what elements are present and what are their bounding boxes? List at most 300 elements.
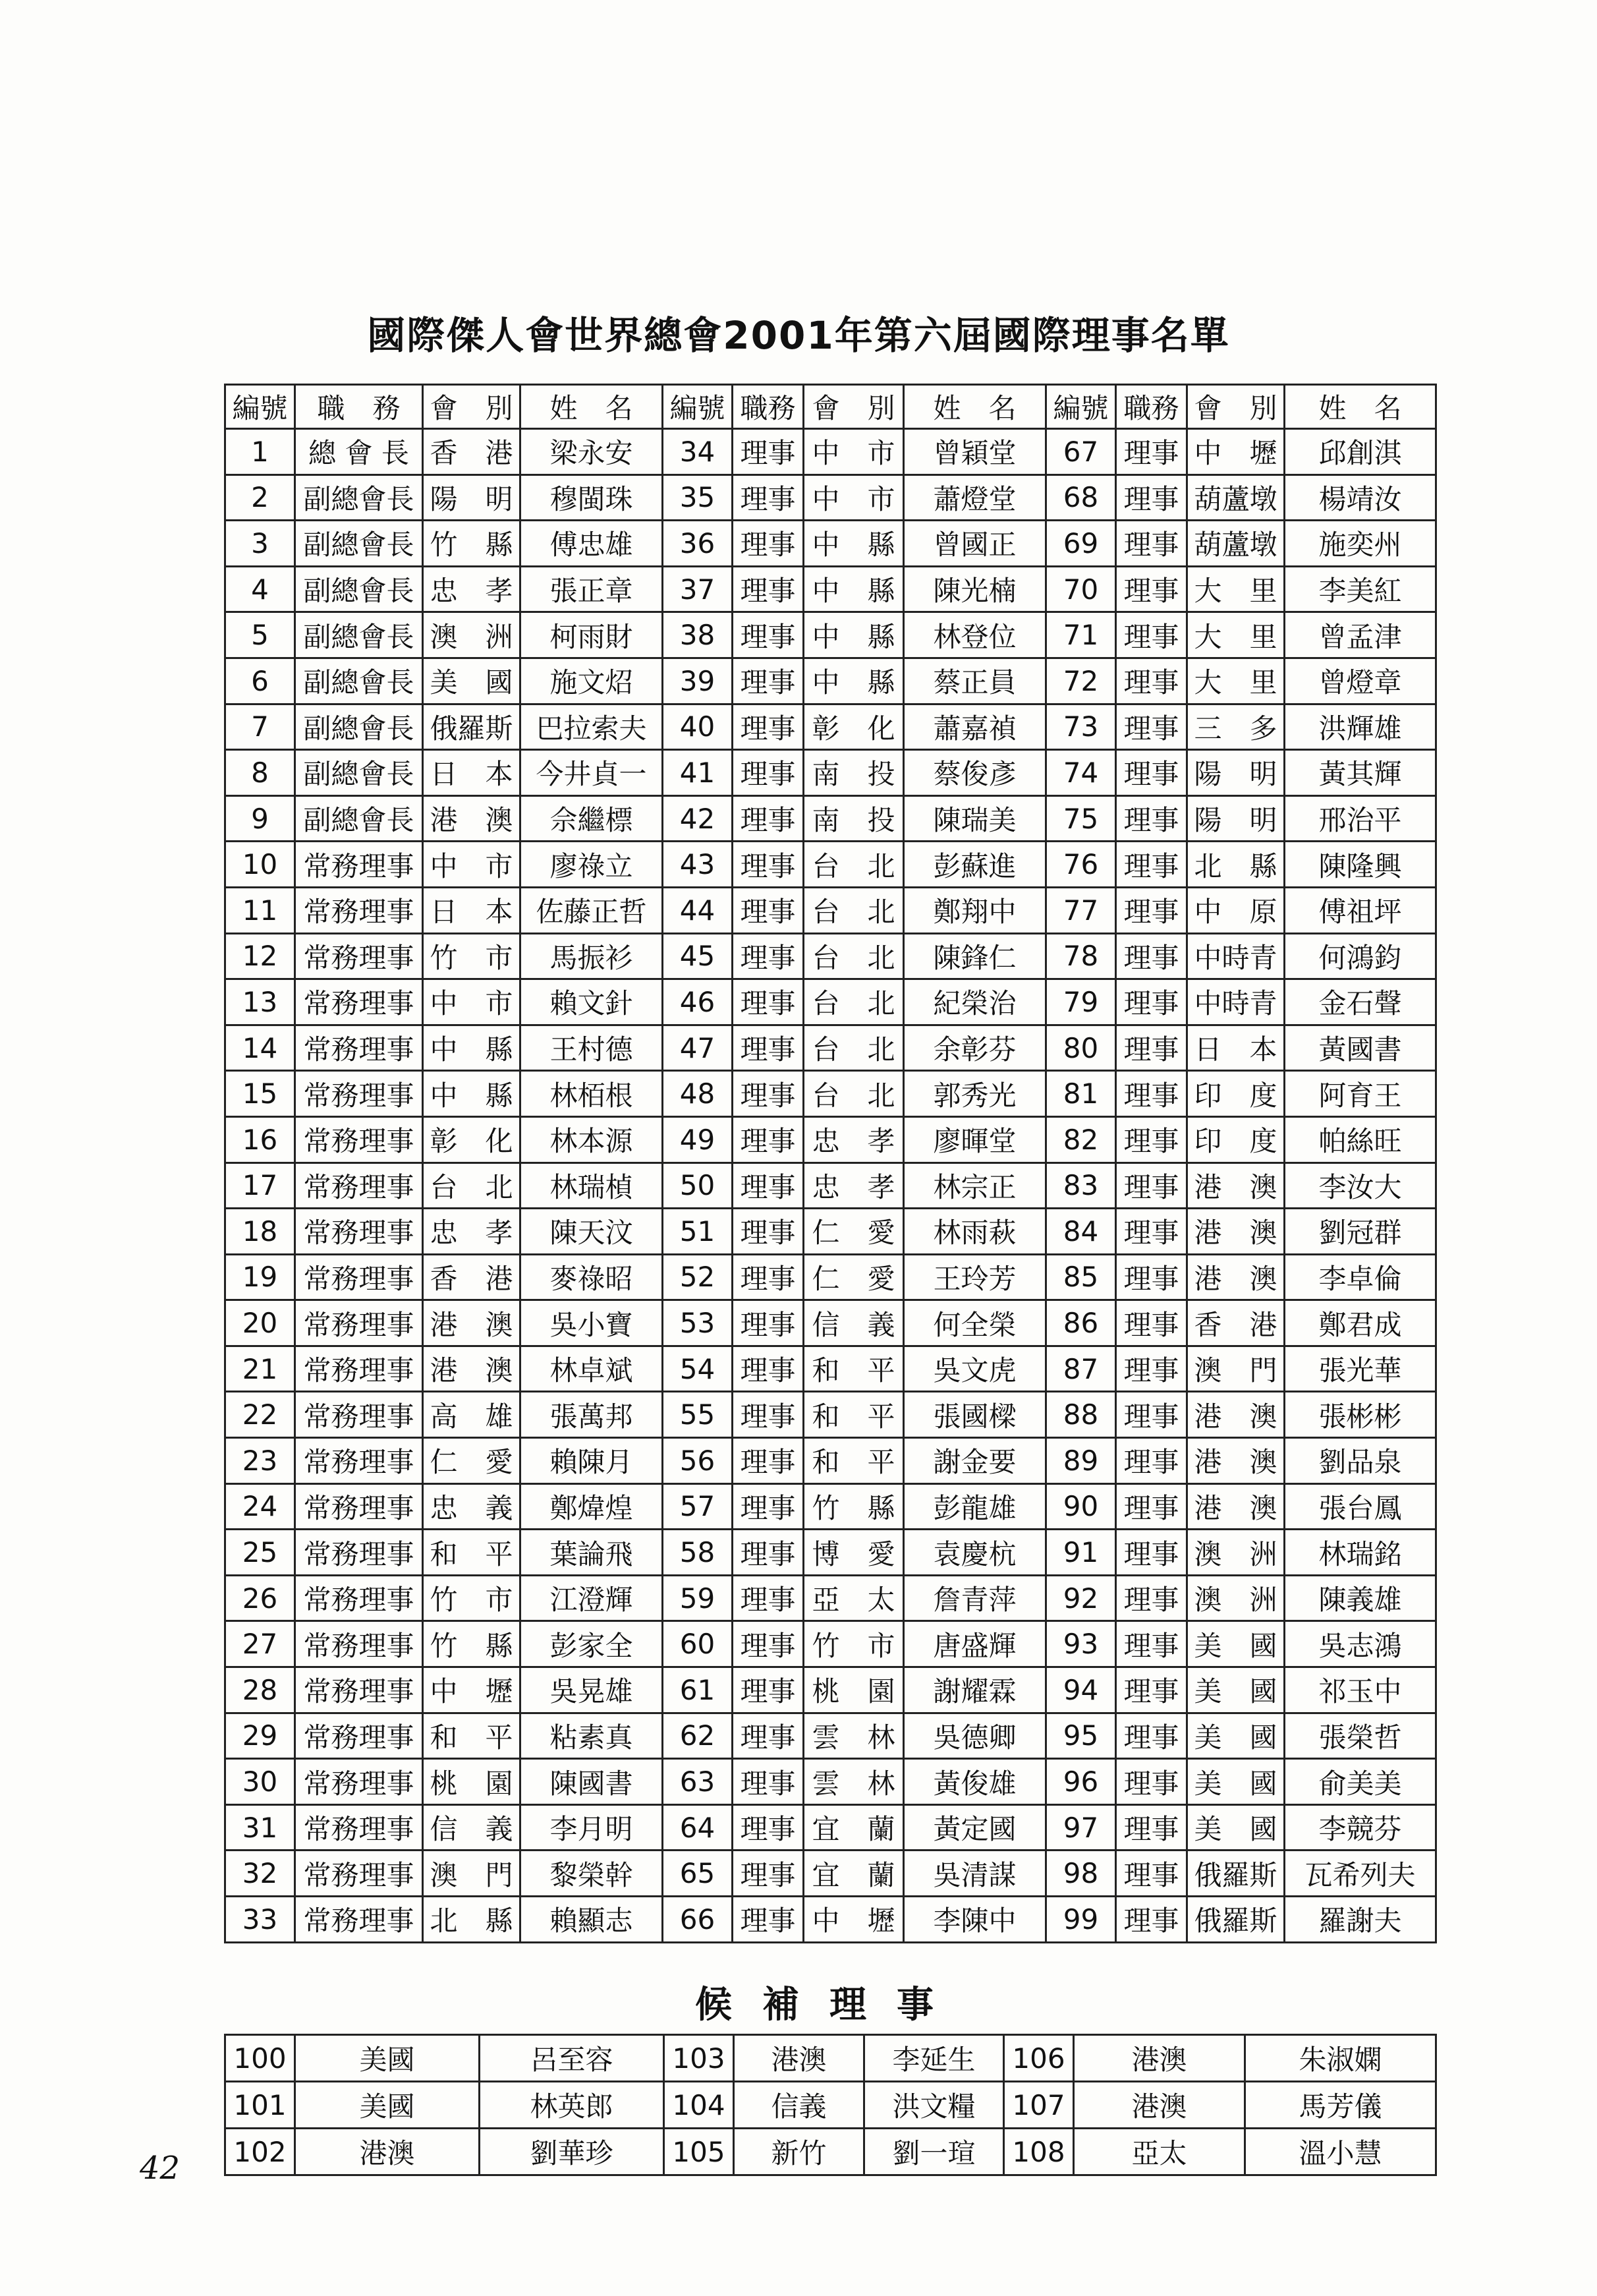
table-row bbox=[225, 979, 1436, 1025]
table-cell: 常務理事 bbox=[295, 1071, 423, 1117]
table-cell: 80 bbox=[1046, 1025, 1116, 1071]
table-cell: 梁永安 bbox=[520, 429, 663, 475]
table-cell: 中 壢 bbox=[804, 1897, 904, 1943]
table-cell: 馬振衫 bbox=[520, 933, 663, 979]
table-cell: 11 bbox=[225, 887, 295, 933]
table-cell: 理事 bbox=[1116, 1071, 1187, 1117]
table-cell: 72 bbox=[1046, 658, 1116, 704]
table-row bbox=[225, 612, 1436, 658]
table-cell: 雲 林 bbox=[804, 1759, 904, 1805]
table-cell: 理事 bbox=[733, 1071, 804, 1117]
table-cell: 台 北 bbox=[804, 1025, 904, 1071]
table-cell: 78 bbox=[1046, 933, 1116, 979]
table-cell: 41 bbox=[663, 750, 733, 796]
table-row bbox=[225, 1071, 1436, 1117]
table-cell: 88 bbox=[1046, 1392, 1116, 1438]
table-cell: 黃定國 bbox=[904, 1804, 1046, 1851]
table-row bbox=[225, 1667, 1436, 1713]
table-cell: 信義 bbox=[734, 2082, 864, 2129]
table-cell: 陳義雄 bbox=[1285, 1575, 1436, 1621]
table-row bbox=[225, 1116, 1436, 1162]
column-header: 姓 名 bbox=[1285, 385, 1436, 429]
table-cell: 佘繼標 bbox=[520, 795, 663, 842]
table-cell: 理事 bbox=[733, 1575, 804, 1621]
table-row bbox=[225, 2129, 1436, 2175]
table-cell: 理事 bbox=[1116, 1621, 1187, 1667]
table-cell: 21 bbox=[225, 1346, 295, 1392]
table-cell: 39 bbox=[663, 658, 733, 704]
table-row bbox=[225, 1438, 1436, 1484]
table-cell: 常務理事 bbox=[295, 1804, 423, 1851]
table-cell: 澳 洲 bbox=[1187, 1575, 1285, 1621]
table-cell: 33 bbox=[225, 1897, 295, 1943]
table-cell: 22 bbox=[225, 1392, 295, 1438]
table-cell: 林宗正 bbox=[904, 1162, 1046, 1209]
table-cell: 85 bbox=[1046, 1254, 1116, 1300]
table-cell: 副總會長 bbox=[295, 750, 423, 796]
table-cell: 中時青 bbox=[1187, 979, 1285, 1025]
table-cell: 信 義 bbox=[804, 1300, 904, 1346]
table-cell: 何全榮 bbox=[904, 1300, 1046, 1346]
table-row bbox=[225, 1162, 1436, 1209]
table-cell: 吳晃雄 bbox=[520, 1667, 663, 1713]
table-cell: 14 bbox=[225, 1025, 295, 1071]
table-cell: 美國 bbox=[295, 2035, 480, 2082]
table-cell: 林英郎 bbox=[480, 2082, 664, 2129]
table-cell: 67 bbox=[1046, 429, 1116, 475]
table-cell: 劉品泉 bbox=[1285, 1438, 1436, 1484]
table-cell: 新竹 bbox=[734, 2129, 864, 2175]
table-cell: 南 投 bbox=[804, 795, 904, 842]
table-cell: 31 bbox=[225, 1804, 295, 1851]
table-cell: 常務理事 bbox=[295, 1667, 423, 1713]
table-cell: 56 bbox=[663, 1438, 733, 1484]
table-cell: 副總會長 bbox=[295, 474, 423, 521]
column-header: 編號 bbox=[1046, 385, 1116, 429]
table-cell: 張榮哲 bbox=[1285, 1713, 1436, 1759]
table-cell: 63 bbox=[663, 1759, 733, 1805]
table-row bbox=[225, 658, 1436, 704]
table-cell: 理事 bbox=[733, 1254, 804, 1300]
table-cell: 忠 孝 bbox=[423, 1209, 520, 1255]
table-cell: 高 雄 bbox=[423, 1392, 520, 1438]
table-cell: 理事 bbox=[1116, 887, 1187, 933]
table-row bbox=[225, 1804, 1436, 1851]
table-cell: 70 bbox=[1046, 566, 1116, 612]
table-cell: 竹 市 bbox=[423, 933, 520, 979]
table-cell: 理事 bbox=[1116, 704, 1187, 750]
table-cell: 37 bbox=[663, 566, 733, 612]
table-cell: 陳隆興 bbox=[1285, 842, 1436, 888]
table-cell: 桃 園 bbox=[423, 1759, 520, 1805]
column-header: 姓 名 bbox=[520, 385, 663, 429]
table-cell: 9 bbox=[225, 795, 295, 842]
table-cell: 常務理事 bbox=[295, 1897, 423, 1943]
table-cell: 理事 bbox=[733, 1759, 804, 1805]
table-cell: 馬芳儀 bbox=[1245, 2082, 1436, 2129]
table-cell: 穆閩珠 bbox=[520, 474, 663, 521]
table-cell: 30 bbox=[225, 1759, 295, 1805]
table-cell: 宜 蘭 bbox=[804, 1804, 904, 1851]
table-cell: 副總會長 bbox=[295, 612, 423, 658]
table-row bbox=[225, 1713, 1436, 1759]
table-row bbox=[225, 704, 1436, 750]
table-cell: 中 縣 bbox=[804, 612, 904, 658]
table-cell: 邢治平 bbox=[1285, 795, 1436, 842]
table-cell: 26 bbox=[225, 1575, 295, 1621]
table-cell: 港 澳 bbox=[1187, 1162, 1285, 1209]
table-cell: 3 bbox=[225, 521, 295, 567]
table-cell: 中 市 bbox=[804, 474, 904, 521]
table-cell: 107 bbox=[1004, 2082, 1074, 2129]
table-cell: 林卓斌 bbox=[520, 1346, 663, 1392]
table-cell: 仁 愛 bbox=[804, 1254, 904, 1300]
table-row bbox=[225, 1851, 1436, 1897]
table-header-row bbox=[225, 385, 1436, 429]
table-cell: 台 北 bbox=[804, 842, 904, 888]
table-row bbox=[225, 1300, 1436, 1346]
table-cell: 12 bbox=[225, 933, 295, 979]
table-cell: 理事 bbox=[733, 1438, 804, 1484]
table-cell: 35 bbox=[663, 474, 733, 521]
table-cell: 52 bbox=[663, 1254, 733, 1300]
table-cell: 38 bbox=[663, 612, 733, 658]
table-cell: 張國樑 bbox=[904, 1392, 1046, 1438]
table-cell: 理事 bbox=[733, 842, 804, 888]
table-cell: 常務理事 bbox=[295, 1530, 423, 1576]
table-cell: 理事 bbox=[1116, 1667, 1187, 1713]
table-cell: 吳志鴻 bbox=[1285, 1621, 1436, 1667]
table-cell: 理事 bbox=[1116, 1346, 1187, 1392]
table-cell: 理事 bbox=[1116, 612, 1187, 658]
table-cell: 中 市 bbox=[423, 842, 520, 888]
table-cell: 陽 明 bbox=[423, 474, 520, 521]
table-cell: 87 bbox=[1046, 1346, 1116, 1392]
table-cell: 常務理事 bbox=[295, 887, 423, 933]
table-cell: 陳瑞美 bbox=[904, 795, 1046, 842]
table-cell: 忠 孝 bbox=[804, 1162, 904, 1209]
table-cell: 常務理事 bbox=[295, 1254, 423, 1300]
table-cell: 林瑞銘 bbox=[1285, 1530, 1436, 1576]
table-cell: 常務理事 bbox=[295, 1575, 423, 1621]
table-cell: 理事 bbox=[733, 1713, 804, 1759]
table-cell: 林栢根 bbox=[520, 1071, 663, 1117]
table-cell: 吳德卿 bbox=[904, 1713, 1046, 1759]
table-cell: 傅祖坪 bbox=[1285, 887, 1436, 933]
table-row bbox=[225, 1575, 1436, 1621]
table-cell: 澳 洲 bbox=[1187, 1530, 1285, 1576]
table-cell: 瓦希列夫 bbox=[1285, 1851, 1436, 1897]
table-cell: 佐藤正哲 bbox=[520, 887, 663, 933]
table-cell: 101 bbox=[225, 2082, 295, 2129]
table-cell: 朱淑嫻 bbox=[1245, 2035, 1436, 2082]
table-row bbox=[225, 1392, 1436, 1438]
table-cell: 理事 bbox=[1116, 1897, 1187, 1943]
table-cell: 常務理事 bbox=[295, 1025, 423, 1071]
column-header: 姓 名 bbox=[904, 385, 1046, 429]
table-cell: 賴文針 bbox=[520, 979, 663, 1025]
table-cell: 中 原 bbox=[1187, 887, 1285, 933]
table-cell: 中 壢 bbox=[423, 1667, 520, 1713]
table-cell: 副總會長 bbox=[295, 658, 423, 704]
table-cell: 忠 孝 bbox=[423, 566, 520, 612]
table-cell: 理事 bbox=[733, 612, 804, 658]
table-cell: 印 度 bbox=[1187, 1116, 1285, 1162]
alternates-table bbox=[224, 2034, 1437, 2176]
table-cell: 常務理事 bbox=[295, 842, 423, 888]
table-row bbox=[225, 933, 1436, 979]
table-cell: 美 國 bbox=[1187, 1667, 1285, 1713]
table-cell: 理事 bbox=[733, 704, 804, 750]
table-cell: 洪輝雄 bbox=[1285, 704, 1436, 750]
table-row bbox=[225, 1254, 1436, 1300]
table-cell: 彭龍雄 bbox=[904, 1483, 1046, 1530]
table-cell: 阿育王 bbox=[1285, 1071, 1436, 1117]
table-cell: 蔡正員 bbox=[904, 658, 1046, 704]
table-cell: 賴顯志 bbox=[520, 1897, 663, 1943]
table-cell: 理事 bbox=[733, 658, 804, 704]
table-cell: 49 bbox=[663, 1116, 733, 1162]
column-header: 編號 bbox=[225, 385, 295, 429]
table-cell: 50 bbox=[663, 1162, 733, 1209]
table-row bbox=[225, 566, 1436, 612]
table-cell: 理事 bbox=[733, 979, 804, 1025]
table-cell: 日 本 bbox=[1187, 1025, 1285, 1071]
table-cell: 巴拉索夫 bbox=[520, 704, 663, 750]
table-cell: 香 港 bbox=[423, 429, 520, 475]
table-cell: 港 澳 bbox=[1187, 1438, 1285, 1484]
column-header: 職 務 bbox=[295, 385, 423, 429]
table-cell: 10 bbox=[225, 842, 295, 888]
table-cell: 呂至容 bbox=[480, 2035, 664, 2082]
table-cell: 日 本 bbox=[423, 887, 520, 933]
table-cell: 施文炤 bbox=[520, 658, 663, 704]
table-cell: 曾孟津 bbox=[1285, 612, 1436, 658]
table-cell: 中時青 bbox=[1187, 933, 1285, 979]
table-cell: 中 縣 bbox=[804, 658, 904, 704]
table-cell: 港澳 bbox=[1074, 2035, 1245, 2082]
table-cell: 美 國 bbox=[1187, 1804, 1285, 1851]
table-cell: 鄭君成 bbox=[1285, 1300, 1436, 1346]
table-cell: 王村德 bbox=[520, 1025, 663, 1071]
table-cell: 理事 bbox=[1116, 521, 1187, 567]
table-cell: 理事 bbox=[1116, 1438, 1187, 1484]
table-cell: 劉冠群 bbox=[1285, 1209, 1436, 1255]
table-cell: 台 北 bbox=[423, 1162, 520, 1209]
table-cell: 46 bbox=[663, 979, 733, 1025]
table-cell: 彰 化 bbox=[804, 704, 904, 750]
table-cell: 5 bbox=[225, 612, 295, 658]
table-cell: 北 縣 bbox=[423, 1897, 520, 1943]
table-cell: 理事 bbox=[1116, 795, 1187, 842]
table-cell: 90 bbox=[1046, 1483, 1116, 1530]
table-cell: 28 bbox=[225, 1667, 295, 1713]
table-cell: 桃 園 bbox=[804, 1667, 904, 1713]
table-cell: 郭秀光 bbox=[904, 1071, 1046, 1117]
table-cell: 中 縣 bbox=[804, 521, 904, 567]
table-cell: 36 bbox=[663, 521, 733, 567]
table-cell: 理事 bbox=[733, 1162, 804, 1209]
table-cell: 張正章 bbox=[520, 566, 663, 612]
table-cell: 陳國書 bbox=[520, 1759, 663, 1805]
column-header: 職務 bbox=[1116, 385, 1187, 429]
table-cell: 常務理事 bbox=[295, 1438, 423, 1484]
table-row bbox=[225, 1025, 1436, 1071]
table-cell: 理事 bbox=[1116, 1530, 1187, 1576]
table-cell: 副總會長 bbox=[295, 704, 423, 750]
table-cell: 曾國正 bbox=[904, 521, 1046, 567]
table-row bbox=[225, 842, 1436, 888]
table-cell: 6 bbox=[225, 658, 295, 704]
table-cell: 47 bbox=[663, 1025, 733, 1071]
table-cell: 常務理事 bbox=[295, 1116, 423, 1162]
table-cell: 97 bbox=[1046, 1804, 1116, 1851]
alternates-title: 候補理事 bbox=[695, 1984, 964, 2026]
table-cell: 94 bbox=[1046, 1667, 1116, 1713]
table-cell: 香 港 bbox=[1187, 1300, 1285, 1346]
table-cell: 和 平 bbox=[423, 1713, 520, 1759]
table-cell: 34 bbox=[663, 429, 733, 475]
table-cell: 廖祿立 bbox=[520, 842, 663, 888]
table-cell: 理事 bbox=[1116, 658, 1187, 704]
table-cell: 理事 bbox=[1116, 979, 1187, 1025]
table-cell: 林瑞楨 bbox=[520, 1162, 663, 1209]
table-cell: 常務理事 bbox=[295, 1713, 423, 1759]
table-row bbox=[225, 1759, 1436, 1805]
table-cell: 副總會長 bbox=[295, 566, 423, 612]
table-cell: 102 bbox=[225, 2129, 295, 2175]
table-cell: 副總會長 bbox=[295, 521, 423, 567]
column-header: 會 別 bbox=[1187, 385, 1285, 429]
table-cell: 鄭翔中 bbox=[904, 887, 1046, 933]
table-cell: 理事 bbox=[1116, 1300, 1187, 1346]
table-cell: 65 bbox=[663, 1851, 733, 1897]
table-cell: 20 bbox=[225, 1300, 295, 1346]
table-cell: 理事 bbox=[733, 887, 804, 933]
table-cell: 29 bbox=[225, 1713, 295, 1759]
table-cell: 理事 bbox=[1116, 1116, 1187, 1162]
table-cell: 陽 明 bbox=[1187, 795, 1285, 842]
table-cell: 理事 bbox=[733, 933, 804, 979]
table-cell: 76 bbox=[1046, 842, 1116, 888]
table-cell: 理事 bbox=[1116, 1025, 1187, 1071]
table-cell: 理事 bbox=[1116, 1851, 1187, 1897]
table-cell: 理事 bbox=[1116, 566, 1187, 612]
table-cell: 余彰芬 bbox=[904, 1025, 1046, 1071]
table-cell: 施奕州 bbox=[1285, 521, 1436, 567]
table-cell: 理事 bbox=[1116, 1483, 1187, 1530]
table-cell: 李延生 bbox=[864, 2035, 1004, 2082]
table-cell: 俄羅斯 bbox=[423, 704, 520, 750]
table-cell: 台 北 bbox=[804, 933, 904, 979]
table-cell: 祁玉中 bbox=[1285, 1667, 1436, 1713]
table-row bbox=[225, 1897, 1436, 1943]
table-row bbox=[225, 1621, 1436, 1667]
table-cell: 和 平 bbox=[423, 1530, 520, 1576]
table-cell: 李卓倫 bbox=[1285, 1254, 1436, 1300]
table-cell: 忠 孝 bbox=[804, 1116, 904, 1162]
table-cell: 68 bbox=[1046, 474, 1116, 521]
table-row bbox=[225, 1530, 1436, 1576]
table-cell: 宜 蘭 bbox=[804, 1851, 904, 1897]
table-cell: 溫小慧 bbox=[1245, 2129, 1436, 2175]
table-cell: 廖暉堂 bbox=[904, 1116, 1046, 1162]
table-cell: 理事 bbox=[1116, 1254, 1187, 1300]
table-cell: 理事 bbox=[733, 1346, 804, 1392]
table-cell: 竹 市 bbox=[804, 1621, 904, 1667]
table-cell: 蔡俊彥 bbox=[904, 750, 1046, 796]
table-cell: 吳清謀 bbox=[904, 1851, 1046, 1897]
table-cell: 台 北 bbox=[804, 887, 904, 933]
table-cell: 92 bbox=[1046, 1575, 1116, 1621]
table-cell: 中 縣 bbox=[423, 1071, 520, 1117]
table-cell: 江澄輝 bbox=[520, 1575, 663, 1621]
table-cell: 42 bbox=[663, 795, 733, 842]
table-cell: 理事 bbox=[733, 429, 804, 475]
table-cell: 港 澳 bbox=[423, 1300, 520, 1346]
table-cell: 金石聲 bbox=[1285, 979, 1436, 1025]
table-cell: 澳 門 bbox=[1187, 1346, 1285, 1392]
table-cell: 2 bbox=[225, 474, 295, 521]
table-cell: 理事 bbox=[1116, 1575, 1187, 1621]
table-cell: 林雨萩 bbox=[904, 1209, 1046, 1255]
table-cell: 今井貞一 bbox=[520, 750, 663, 796]
table-cell: 理事 bbox=[733, 1851, 804, 1897]
table-cell: 葫蘆墩 bbox=[1187, 474, 1285, 521]
table-cell: 15 bbox=[225, 1071, 295, 1117]
table-cell: 張光華 bbox=[1285, 1346, 1436, 1392]
table-cell: 7 bbox=[225, 704, 295, 750]
table-cell: 台 北 bbox=[804, 979, 904, 1025]
table-cell: 港澳 bbox=[734, 2035, 864, 2082]
table-cell: 亞 太 bbox=[804, 1575, 904, 1621]
table-cell: 葫蘆墩 bbox=[1187, 521, 1285, 567]
table-cell: 89 bbox=[1046, 1438, 1116, 1484]
table-cell: 75 bbox=[1046, 795, 1116, 842]
table-cell: 南 投 bbox=[804, 750, 904, 796]
page-number: 42 bbox=[140, 2150, 181, 2187]
table-cell: 竹 縣 bbox=[423, 1621, 520, 1667]
table-cell: 理事 bbox=[733, 1483, 804, 1530]
table-cell: 常務理事 bbox=[295, 1162, 423, 1209]
table-row bbox=[225, 1346, 1436, 1392]
table-row bbox=[225, 2082, 1436, 2129]
table-cell: 103 bbox=[664, 2035, 734, 2082]
table-cell: 69 bbox=[1046, 521, 1116, 567]
table-cell: 常務理事 bbox=[295, 979, 423, 1025]
table-cell: 25 bbox=[225, 1530, 295, 1576]
table-cell: 港 澳 bbox=[1187, 1254, 1285, 1300]
table-cell: 理事 bbox=[733, 1530, 804, 1576]
table-cell: 和 平 bbox=[804, 1346, 904, 1392]
table-cell: 帕絲旺 bbox=[1285, 1116, 1436, 1162]
table-cell: 理事 bbox=[733, 521, 804, 567]
table-cell: 常務理事 bbox=[295, 933, 423, 979]
table-cell: 理事 bbox=[733, 1025, 804, 1071]
table-cell: 副總會長 bbox=[295, 795, 423, 842]
table-cell: 港 澳 bbox=[423, 1346, 520, 1392]
table-cell: 83 bbox=[1046, 1162, 1116, 1209]
table-cell: 104 bbox=[664, 2082, 734, 2129]
table-cell: 美 國 bbox=[1187, 1759, 1285, 1805]
table-cell: 澳 洲 bbox=[423, 612, 520, 658]
table-cell: 常務理事 bbox=[295, 1346, 423, 1392]
table-cell: 楊靖汝 bbox=[1285, 474, 1436, 521]
table-cell: 86 bbox=[1046, 1300, 1116, 1346]
table-cell: 98 bbox=[1046, 1851, 1116, 1897]
table-cell: 陳鋒仁 bbox=[904, 933, 1046, 979]
table-cell: 俄羅斯 bbox=[1187, 1897, 1285, 1943]
